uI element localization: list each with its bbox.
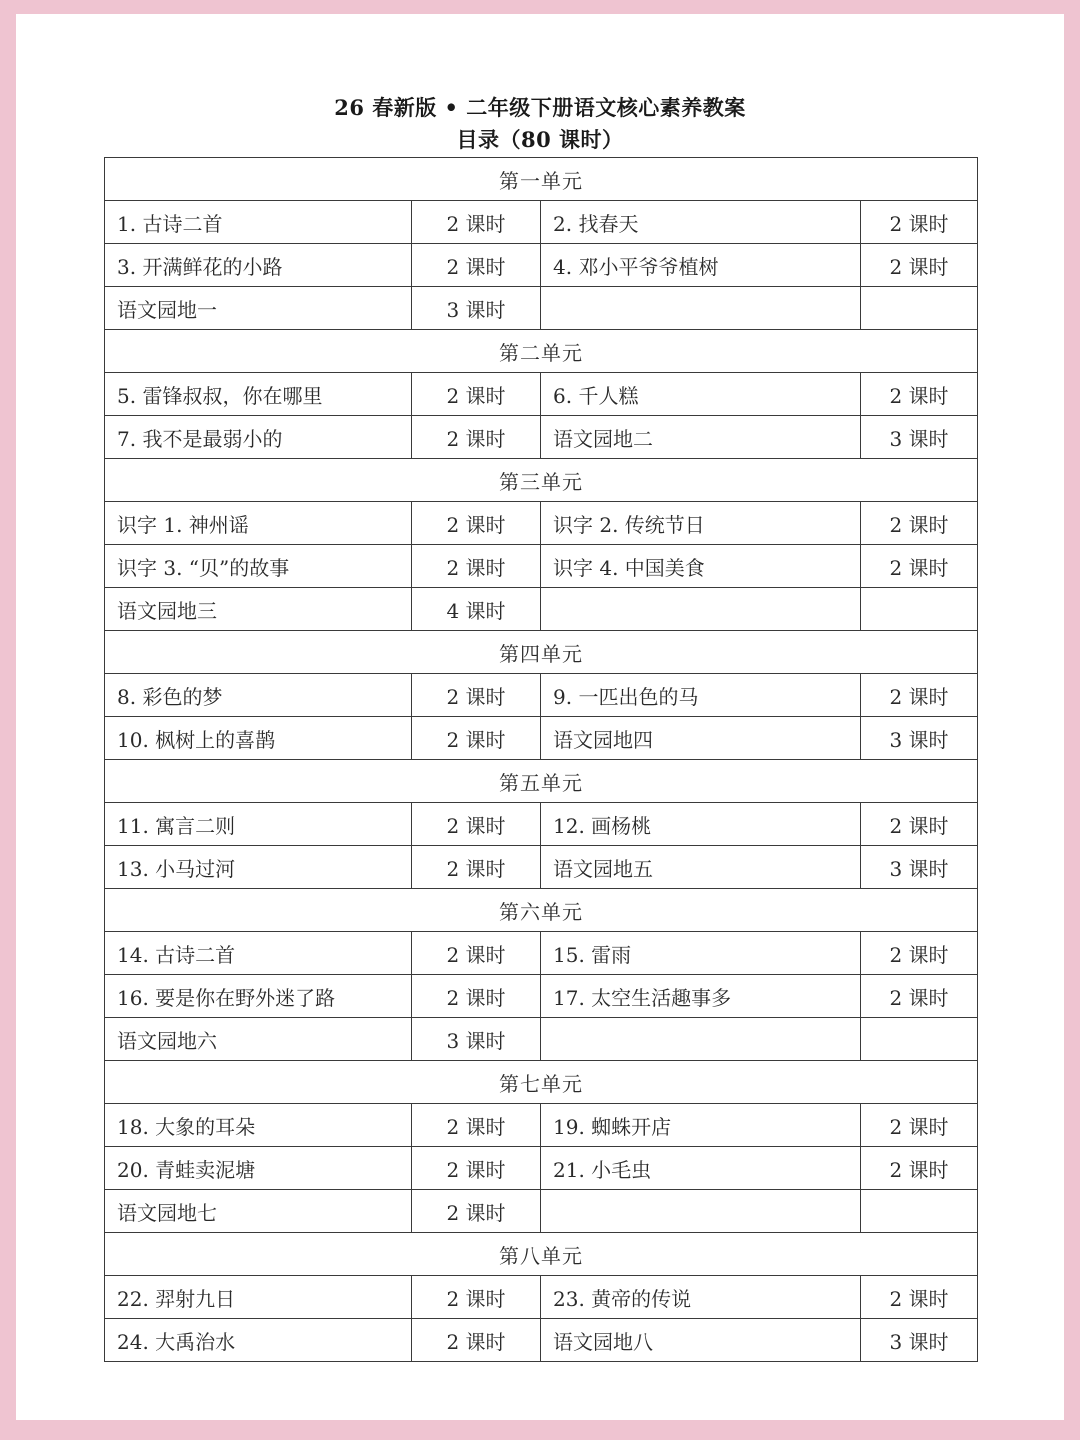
unit-title: 第二单元 (105, 330, 978, 373)
lesson-hours: 3 课时 (861, 416, 978, 459)
lesson-hours: 2 课时 (861, 674, 978, 717)
table-row (105, 803, 978, 846)
lesson-hours: 2 课时 (412, 975, 541, 1018)
table-of-contents (104, 157, 978, 1362)
lesson-name: 14. 古诗二首 (105, 932, 412, 975)
table-row (105, 717, 978, 760)
unit-header-row (105, 889, 978, 932)
unit-header-row (105, 158, 978, 201)
lesson-name: 语文园地八 (541, 1319, 861, 1362)
unit-title: 第八单元 (105, 1233, 978, 1276)
lesson-name: 24. 大禹治水 (105, 1319, 412, 1362)
lesson-name: 2. 找春天 (541, 201, 861, 244)
lesson-hours: 2 课时 (861, 201, 978, 244)
table-row (105, 416, 978, 459)
lesson-name: 8. 彩色的梦 (105, 674, 412, 717)
lesson-name (541, 1018, 861, 1061)
table-row (105, 975, 978, 1018)
lesson-hours: 2 课时 (412, 1190, 541, 1233)
lesson-name: 7. 我不是最弱小的 (105, 416, 412, 459)
lesson-name: 21. 小毛虫 (541, 1147, 861, 1190)
unit-title: 第四单元 (105, 631, 978, 674)
unit-header-row (105, 330, 978, 373)
lesson-name: 语文园地六 (105, 1018, 412, 1061)
lesson-name: 15. 雷雨 (541, 932, 861, 975)
lesson-hours: 2 课时 (412, 416, 541, 459)
lesson-name: 识字 3. “贝”的故事 (105, 545, 412, 588)
lesson-hours: 2 课时 (412, 1319, 541, 1362)
lesson-hours: 3 课时 (861, 717, 978, 760)
lesson-hours: 2 课时 (412, 373, 541, 416)
lesson-name: 3. 开满鲜花的小路 (105, 244, 412, 287)
lesson-hours: 2 课时 (412, 244, 541, 287)
lesson-hours: 2 课时 (861, 1276, 978, 1319)
lesson-hours: 2 课时 (861, 932, 978, 975)
lesson-hours: 2 课时 (412, 846, 541, 889)
lesson-name: 语文园地四 (541, 717, 861, 760)
lesson-name: 12. 画杨桃 (541, 803, 861, 846)
lesson-hours: 2 课时 (412, 674, 541, 717)
table-row (105, 846, 978, 889)
table-row (105, 932, 978, 975)
lesson-name: 识字 4. 中国美食 (541, 545, 861, 588)
unit-header-row (105, 1061, 978, 1104)
unit-header-row (105, 459, 978, 502)
lesson-name: 语文园地七 (105, 1190, 412, 1233)
lesson-name: 17. 太空生活趣事多 (541, 975, 861, 1018)
table-row (105, 201, 978, 244)
lesson-name: 语文园地三 (105, 588, 412, 631)
lesson-hours: 2 课时 (412, 1276, 541, 1319)
lesson-hours: 2 课时 (412, 1104, 541, 1147)
lesson-hours: 2 课时 (861, 803, 978, 846)
lesson-hours: 2 课时 (412, 1147, 541, 1190)
lesson-hours: 2 课时 (412, 717, 541, 760)
table-row (105, 1276, 978, 1319)
table-row (105, 1018, 978, 1061)
unit-title: 第一单元 (105, 158, 978, 201)
lesson-name: 5. 雷锋叔叔，你在哪里 (105, 373, 412, 416)
lesson-name: 1. 古诗二首 (105, 201, 412, 244)
lesson-hours: 2 课时 (412, 932, 541, 975)
lesson-name: 语文园地一 (105, 287, 412, 330)
lesson-hours (861, 287, 978, 330)
table-of-contents-body (105, 158, 978, 1362)
lesson-hours: 3 课时 (861, 846, 978, 889)
unit-title: 第三单元 (105, 459, 978, 502)
table-row (105, 1319, 978, 1362)
table-row (105, 588, 978, 631)
lesson-name: 语文园地二 (541, 416, 861, 459)
unit-title: 第七单元 (105, 1061, 978, 1104)
lesson-hours: 2 课时 (861, 373, 978, 416)
lesson-name: 13. 小马过河 (105, 846, 412, 889)
lesson-hours: 3 课时 (412, 1018, 541, 1061)
lesson-hours: 4 课时 (412, 588, 541, 631)
unit-header-row (105, 1233, 978, 1276)
unit-header-row (105, 631, 978, 674)
table-row (105, 674, 978, 717)
lesson-name: 18. 大象的耳朵 (105, 1104, 412, 1147)
lesson-name (541, 1190, 861, 1233)
lesson-hours: 2 课时 (861, 244, 978, 287)
lesson-hours (861, 1018, 978, 1061)
table-row (105, 1104, 978, 1147)
lesson-hours: 2 课时 (412, 502, 541, 545)
table-row (105, 287, 978, 330)
lesson-hours: 2 课时 (861, 975, 978, 1018)
unit-title: 第六单元 (105, 889, 978, 932)
lesson-hours: 2 课时 (861, 545, 978, 588)
lesson-hours: 2 课时 (412, 545, 541, 588)
lesson-name: 识字 1. 神州谣 (105, 502, 412, 545)
lesson-name (541, 287, 861, 330)
table-row (105, 502, 978, 545)
table-row (105, 545, 978, 588)
lesson-name (541, 588, 861, 631)
lesson-hours (861, 588, 978, 631)
lesson-name: 16. 要是你在野外迷了路 (105, 975, 412, 1018)
lesson-name: 9. 一匹出色的马 (541, 674, 861, 717)
table-row (105, 1190, 978, 1233)
lesson-hours: 2 课时 (412, 201, 541, 244)
lesson-hours: 2 课时 (861, 1147, 978, 1190)
lesson-name: 6. 千人糕 (541, 373, 861, 416)
table-row (105, 244, 978, 287)
lesson-name: 19. 蜘蛛开店 (541, 1104, 861, 1147)
lesson-name: 23. 黄帝的传说 (541, 1276, 861, 1319)
unit-title: 第五单元 (105, 760, 978, 803)
lesson-hours: 2 课时 (861, 502, 978, 545)
table-row (105, 1147, 978, 1190)
lesson-hours (861, 1190, 978, 1233)
lesson-name: 10. 枫树上的喜鹊 (105, 717, 412, 760)
document-title: 26 春新版 • 二年级下册语文核心素养教案 (334, 95, 746, 120)
lesson-hours: 2 课时 (412, 803, 541, 846)
lesson-hours: 2 课时 (861, 1104, 978, 1147)
lesson-hours: 3 课时 (861, 1319, 978, 1362)
table-row (105, 373, 978, 416)
title-block (16, 92, 1064, 156)
lesson-name: 20. 青蛙卖泥塘 (105, 1147, 412, 1190)
unit-header-row (105, 760, 978, 803)
lesson-name: 识字 2. 传统节日 (541, 502, 861, 545)
document-page (16, 14, 1064, 1420)
lesson-name: 11. 寓言二则 (105, 803, 412, 846)
document-subtitle: 目录（80 课时） (456, 127, 624, 152)
lesson-name: 4. 邓小平爷爷植树 (541, 244, 861, 287)
lesson-hours: 3 课时 (412, 287, 541, 330)
lesson-name: 语文园地五 (541, 846, 861, 889)
lesson-name: 22. 羿射九日 (105, 1276, 412, 1319)
